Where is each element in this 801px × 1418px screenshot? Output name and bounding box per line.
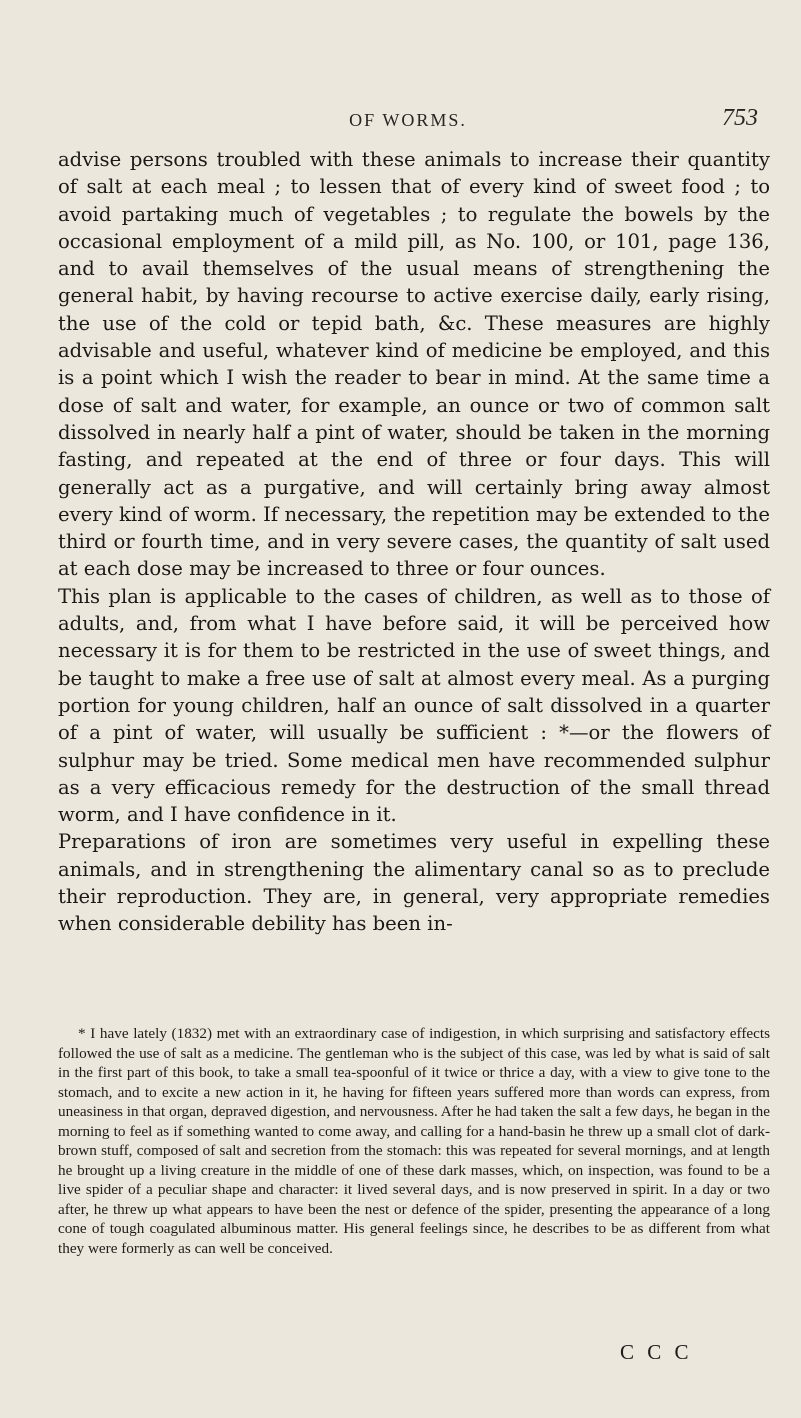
running-head bbox=[58, 105, 758, 132]
footnote-text: * I have lately (1832) met with an extraordinary case of indigestion, in which surprising and satisfactory effects followed the use of salt as a medicine. The gentleman who is the subject of this case, was led by what is said of salt in the first part of this book, to take a small tea-spoonful of it twice or thrice a day, with a view to give tone to the stomach, and to excite a new action in it, he having for fifteen years suffered more than words can express, from uneasiness in that organ, depraved digestion, and nervousness. After he had taken the salt a few days, he began in the morning to feel as if something wanted to come away, and calling for a hand-basin he threw up a small clot of dark-brown stuff, composed of salt and secretion from the stomach: this was repeated for several mornings, and at length he brought up a living creature in the middle of one of these dark masses, which, on inspection, was found to be a live spider of a peculiar shape and character: it lived several days, and is now preserved in spirit. In a day or two after, he threw up what appears to have been the nest or defence of the spider, presenting the appearance of a long cone of tough coagulated albuminous matter. His general feelings since, he describes to be as different from what they were formerly as can well be conceived. bbox=[58, 1025, 770, 1257]
running-title: OF WORMS. bbox=[349, 110, 467, 130]
page-number: 753 bbox=[722, 105, 758, 131]
body-text bbox=[58, 146, 770, 938]
paragraph: This plan is applicable to the cases of children, as well as to those of adults, and, from what I have before said, it will be perceived how necessary it is for them to be restricted in the use of sweet things, and be taught to make a free use of salt at almost every meal. As a purging portion for young children, half an ounce of salt dissolved in a quarter of a pint of water, will usually be sufficient : *—or the flowers of sulphur may be tried. Some medical men have recommended sulphur as a very efficacious remedy for the destruction of the small thread worm, and I have confidence in it. bbox=[58, 584, 770, 827]
paragraph: advise persons troubled with these animals to increase their quantity of salt at each meal ; to lessen that of every kind of sweet food ; to avoid partaking much of vegetables ; to regulate the bowels by the occasional employment of a mild pill, as No. 100, or 101, page 136, and to avail themselves of the usual means of strengthening the general habit, by having recourse to active exercise daily, early rising, the use of the cold or tepid bath, &c. These measures are highly advisable and useful, whatever kind of medicine be employed, and this is a point which I wish the reader to bear in mind. At the same time a dose of salt and water, for example, an ounce or two of common salt dissolved in nearly half a pint of water, should be taken in the morning fasting, and repeated at the end of three or four days. This will generally act as a purgative, and will certainly bring away almost every kind of worm. If necessary, the repetition may be extended to the third or fourth time, and in very severe cases, the quantity of salt used at each dose may be increased to three or four ounces. bbox=[58, 148, 770, 581]
signature-mark: C C C bbox=[620, 1340, 693, 1364]
footnote bbox=[58, 1024, 770, 1258]
paragraph: Preparations of iron are sometimes very useful in expelling these animals, and in strengthening the alimentary canal so as to preclude their reproduction. They are, in general, very appropriate remedies when considerable debility has been in- bbox=[58, 830, 770, 936]
